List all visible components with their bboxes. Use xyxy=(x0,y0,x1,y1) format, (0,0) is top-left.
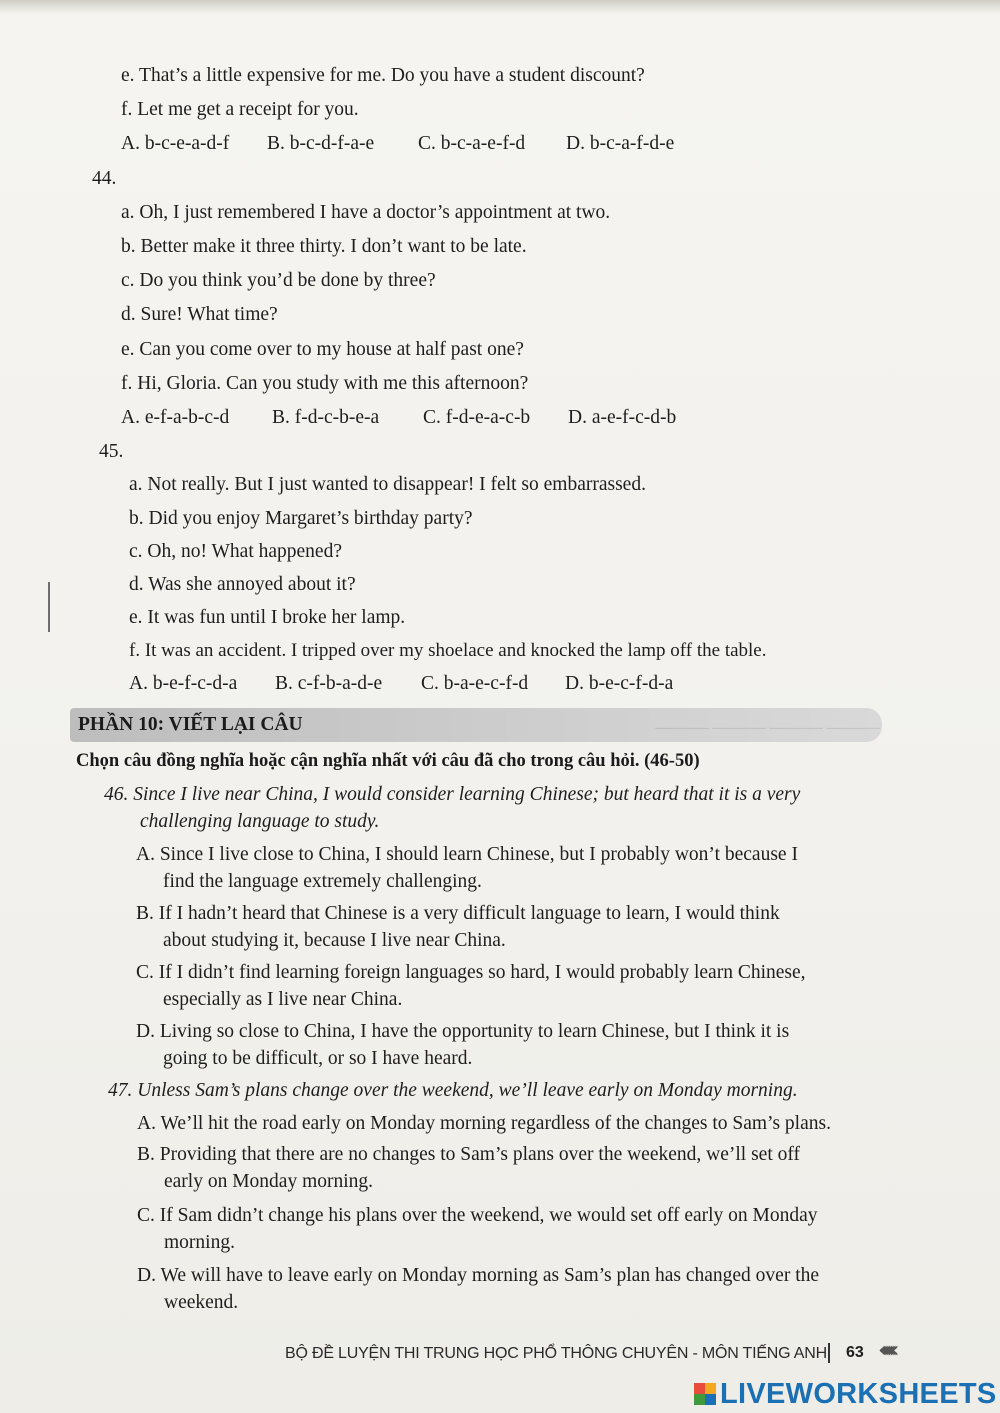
q44-line-d: d. Sure! What time? xyxy=(121,304,278,325)
q44-option-a[interactable]: A. e-f-a-b-c-d xyxy=(121,407,230,428)
q46-option-a[interactable]: A. Since I live close to China, I should learn Chinese, but I probably won’t because I xyxy=(136,844,798,865)
q44-line-c: c. Do you think you’d be done by three? xyxy=(121,270,436,291)
q47-option-d-cont: weekend. xyxy=(164,1292,239,1313)
q45-number: 45. xyxy=(99,441,124,462)
q44-option-c[interactable]: C. f-d-e-a-c-b xyxy=(423,407,531,428)
q43-line-e: e. That’s a little expensive for me. Do you have a student discount? xyxy=(121,65,645,86)
chevron-left-decoration-icon: ‹‹‹‹‹‹‹‹ xyxy=(878,1338,893,1363)
q47-stem: 47. Unless Sam’s plans change over the weekend, we’ll leave early on Monday morning. xyxy=(108,1080,798,1101)
liveworksheets-logo[interactable] xyxy=(694,1378,997,1410)
margin-mark xyxy=(48,582,50,632)
q44-options xyxy=(121,407,676,429)
q45-line-c: c. Oh, no! What happened? xyxy=(129,541,342,562)
q46-option-d-cont: going to be difficult, or so I have heard. xyxy=(163,1048,473,1069)
section-title: PHẦN 10: VIẾT LẠI CÂU xyxy=(78,714,303,735)
q45-option-d[interactable]: D. b-e-c-f-d-a xyxy=(565,673,674,694)
q47-option-c-cont: morning. xyxy=(164,1232,235,1253)
q45-options xyxy=(129,673,673,695)
q45-line-b: b. Did you enjoy Margaret’s birthday party? xyxy=(129,508,473,529)
q43-option-b[interactable]: B. b-c-d-f-a-e xyxy=(267,133,375,154)
q44-option-b[interactable]: B. f-d-c-b-e-a xyxy=(272,407,380,428)
q45-line-f: f. It was an accident. I tripped over my shoelace and knocked the lamp off the table. xyxy=(129,640,767,661)
q43-option-c[interactable]: C. b-c-a-e-f-d xyxy=(418,133,526,154)
q44-line-e: e. Can you come over to my house at half past one? xyxy=(121,339,524,360)
q47-option-b-cont: early on Monday morning. xyxy=(164,1171,374,1192)
q43-options xyxy=(121,133,674,155)
q43-option-a[interactable]: A. b-c-e-a-d-f xyxy=(121,133,230,154)
page-number: 63 xyxy=(846,1344,864,1361)
footer-book-title: BỘ ĐỀ LUYỆN THI TRUNG HỌC PHỔ THÔNG CHUYÊN - MÔN TIẾNG ANH xyxy=(285,1345,827,1362)
q47-option-c[interactable]: C. If Sam didn’t change his plans over the weekend, we would set off early on Monday xyxy=(137,1205,818,1226)
q46-stem-line-2: challenging language to study. xyxy=(140,811,380,832)
q45-option-c[interactable]: C. b-a-e-c-f-d xyxy=(421,673,529,694)
q46-stem-line-1: 46. Since I live near China, I would consider learning Chinese; but heard that it is a very xyxy=(104,784,801,805)
q47-option-a[interactable]: A. We’ll hit the road early on Monday morning regardless of the changes to Sam’s plans. xyxy=(137,1113,831,1134)
q47-option-b[interactable]: B. Providing that there are no changes to Sam’s plans over the weekend, we’ll set off xyxy=(137,1144,801,1165)
section-instruction: Chọn câu đồng nghĩa hoặc cận nghĩa nhất với câu đã cho trong câu hỏi. (46-50) xyxy=(76,751,700,771)
q47-option-d[interactable]: D. We will have to leave early on Monday morning as Sam’s plan has changed over the xyxy=(137,1265,820,1286)
bleed-through-text: ———— ———— ———— ———— xyxy=(655,720,880,736)
q43-option-d[interactable]: D. b-c-a-f-d-e xyxy=(566,133,675,154)
q46-option-d[interactable]: D. Living so close to China, I have the opportunity to learn Chinese, but I think it is xyxy=(136,1021,790,1042)
q45-line-d: d. Was she annoyed about it? xyxy=(129,574,356,595)
liveworksheets-icon xyxy=(694,1383,716,1405)
q46-option-c-cont: especially as I live near China. xyxy=(163,989,403,1010)
q45-option-b[interactable]: B. c-f-b-a-d-e xyxy=(275,673,383,694)
q46-option-b-cont: about studying it, because I live near China. xyxy=(163,930,506,951)
q46-option-a-cont: find the language extremely challenging. xyxy=(163,871,482,892)
q45-line-e: e. It was fun until I broke her lamp. xyxy=(129,607,406,628)
q44-line-a: a. Oh, I just remembered I have a doctor’s appointment at two. xyxy=(121,202,611,223)
liveworksheets-wordmark: LIVEWORKSHEETS xyxy=(720,1378,997,1410)
q45-line-a: a. Not really. But I just wanted to disappear! I felt so embarrassed. xyxy=(129,474,646,495)
q44-option-d[interactable]: D. a-e-f-c-d-b xyxy=(568,407,677,428)
footer-separator xyxy=(828,1343,830,1363)
q46-option-b[interactable]: B. If I hadn’t heard that Chinese is a very difficult language to learn, I would think xyxy=(136,903,780,924)
q44-number: 44. xyxy=(92,168,117,189)
q43-line-f: f. Let me get a receipt for you. xyxy=(121,99,359,120)
q44-line-b: b. Better make it three thirty. I don’t want to be late. xyxy=(121,236,527,257)
top-edge-shadow xyxy=(0,0,1000,14)
q45-option-a[interactable]: A. b-e-f-c-d-a xyxy=(129,673,238,694)
q46-option-c[interactable]: C. If I didn’t find learning foreign languages so hard, I would probably learn Chinese, xyxy=(136,962,806,983)
q44-line-f: f. Hi, Gloria. Can you study with me this afternoon? xyxy=(121,373,529,394)
